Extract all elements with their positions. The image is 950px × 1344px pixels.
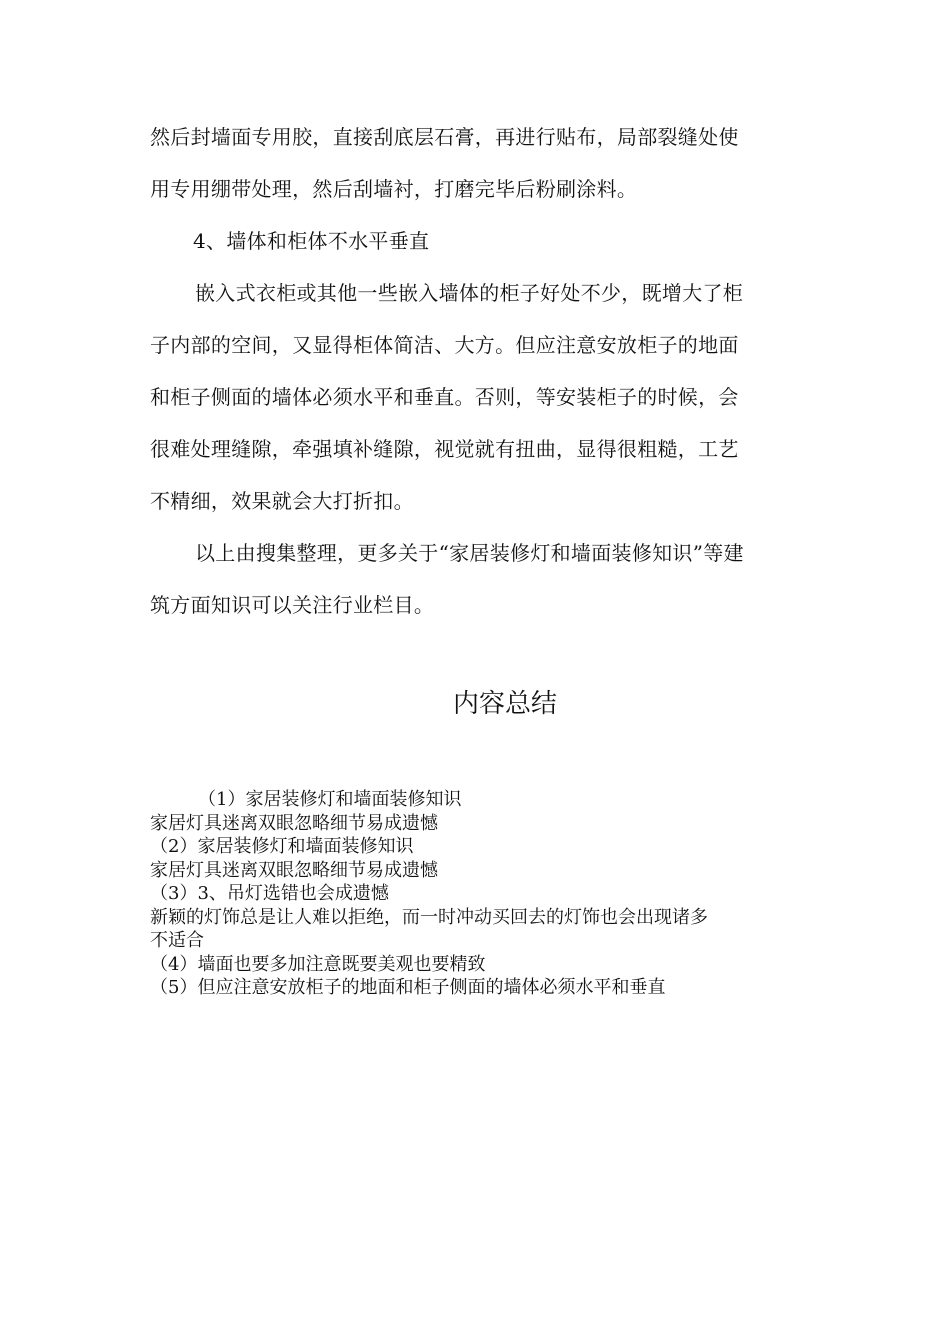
summary-item: 家居灯具迷离双眼忽略细节易成遗憾	[150, 812, 438, 834]
text-line: 筑方面知识可以关注行业栏目。	[150, 593, 435, 617]
summary-item: 新颖的灯饰总是让人难以拒绝，而一时冲动买回去的灯饰也会出现诸多	[150, 906, 708, 928]
summary-title: 内容总结	[452, 689, 557, 719]
summary-item: （2）家居装修灯和墙面装修知识	[150, 836, 414, 857]
text-line: 和柜子侧面的墙体必须水平和垂直。否则，等安装柜子的时候，会	[150, 385, 739, 409]
text-line: 嵌入式衣柜或其他一些嵌入墙体的柜子好处不少，既增大了柜	[195, 281, 744, 305]
text-line: 用专用绷带处理，然后刮墙衬，打磨完毕后粉刷涂料。	[150, 177, 638, 201]
body-text	[150, 111, 800, 631]
paragraph	[150, 527, 800, 631]
paragraph	[150, 111, 800, 215]
summary-item: （4）墙面也要多加注意既要美观也要精致	[150, 953, 486, 975]
text-line: 不精细，效果就会大打折扣。	[150, 489, 414, 513]
text-line: 然后封墙面专用胶，直接刮底层石膏，再进行贴布，局部裂缝处使	[150, 125, 739, 149]
summary-item: 家居灯具迷离双眼忽略细节易成遗憾	[150, 859, 438, 881]
summary-item: （3）3、吊灯选错也会成遗憾	[150, 883, 389, 904]
summary-item: （5）但应注意安放柜子的地面和柜子侧面的墙体必须水平和垂直	[150, 977, 666, 998]
section-heading	[150, 215, 800, 267]
summary-item: 不适合	[150, 930, 204, 951]
text-line: 很难处理缝隙，牵强填补缝隙，视觉就有扭曲，显得很粗糙，工艺	[150, 437, 739, 461]
text-line: 4、墙体和柜体不水平垂直	[193, 229, 430, 253]
paragraph	[150, 267, 800, 527]
text-line: 子内部的空间，又显得柜体简洁、大方。但应注意安放柜子的地面	[150, 333, 739, 357]
summary-item: （1）家居装修灯和墙面装修知识	[198, 789, 462, 810]
summary-list	[150, 788, 800, 1000]
text-line: 以上由搜集整理，更多关于“家居装修灯和墙面装修知识”等建	[195, 541, 744, 565]
